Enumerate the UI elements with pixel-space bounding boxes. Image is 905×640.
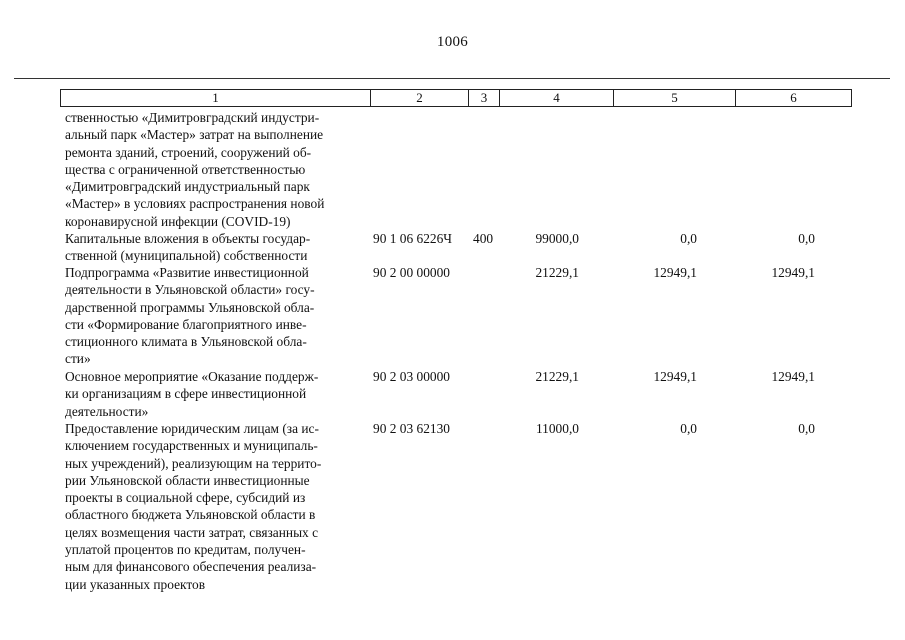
description-line: ключением государственных и муниципаль-: [65, 438, 318, 454]
amount-col-5: 0,0: [680, 231, 697, 246]
budget-code: 90 2 03 62130: [373, 421, 450, 436]
row-description: [65, 420, 365, 593]
description-line: деятельности»: [65, 403, 149, 419]
description-line: деятельности в Ульяновской области» госу-: [65, 282, 315, 298]
amount-col-4: 11000,0: [535, 421, 579, 436]
budget-code: 90 2 00 00000: [373, 265, 450, 280]
amount-col-6: 12949,1: [771, 369, 815, 384]
description-line: Основное мероприятие «Оказание поддерж-: [65, 369, 319, 384]
amount-col-6: 0,0: [798, 231, 815, 246]
description-line: «Мастер» в условиях распространения новой: [65, 196, 325, 212]
header-col-5: 5: [613, 90, 735, 106]
description-line: сти»: [65, 351, 91, 367]
header-col-2: 2: [370, 90, 468, 106]
description-line: щества с ограниченной ответственностью: [65, 161, 306, 177]
row-description: [65, 109, 365, 230]
amount-col-5: 12949,1: [653, 265, 697, 280]
header-col-4: 4: [499, 90, 613, 106]
description-line: Капитальные вложения в объекты государ-: [65, 231, 311, 246]
description-line: «Димитровградский индустриальный парк: [65, 179, 310, 195]
budget-code: 90 2 03 00000: [373, 369, 450, 384]
row-description: [65, 230, 365, 265]
header-col-6: 6: [735, 90, 851, 106]
description-line: ственной (муниципальной) собственности: [65, 248, 308, 264]
amount-col-4: 99000,0: [535, 231, 579, 246]
description-line: ки организациям в сфере инвестиционной: [65, 386, 307, 402]
amount-col-6: 0,0: [798, 421, 815, 436]
description-line: Подпрограмма «Развитие инвестиционной: [65, 265, 309, 280]
description-line: рии Ульяновской области инвестиционные: [65, 472, 310, 488]
description-line: коронавирусной инфекции (COVID-19): [65, 213, 291, 229]
page-number: 1006: [436, 34, 469, 50]
header-col-3: 3: [468, 90, 499, 106]
description-line: ции указанных проектов: [65, 576, 206, 592]
description-line: ных учреждений), реализующим на террито-: [65, 455, 322, 471]
description-line: Предоставление юридическим лицам (за ис-: [65, 421, 319, 436]
header-rule: [14, 78, 890, 79]
amount-col-5: 12949,1: [653, 369, 697, 384]
description-line: сти «Формирование благоприятного инве-: [65, 316, 307, 332]
table-header: [60, 89, 852, 107]
description-line: ным для финансового обеспечения реализа-: [65, 559, 317, 575]
description-line: уплатой процентов по кредитам, получен-: [65, 542, 306, 558]
description-line: ремонта зданий, строений, сооружений об-: [65, 144, 312, 160]
description-line: областного бюджета Ульяновской области в: [65, 507, 316, 523]
row-description: [65, 368, 365, 420]
budget-code: 90 1 06 6226Ч: [373, 231, 453, 246]
description-line: альный парк «Мастер» затрат на выполнение: [65, 127, 324, 143]
amount-col-5: 0,0: [680, 421, 697, 436]
header-col-1: 1: [212, 90, 219, 105]
description-line: стиционного климата в Ульяновской обла-: [65, 334, 307, 350]
amount-col-6: 12949,1: [771, 265, 815, 280]
amount-col-4: 21229,1: [535, 265, 579, 280]
description-line: проекты в социальной сфере, субсидий из: [65, 490, 306, 506]
amount-col-4: 21229,1: [535, 369, 579, 384]
expense-type: 400: [473, 231, 494, 246]
description-line: дарственной программы Ульяновской обла-: [65, 299, 315, 315]
description-line: ственностью «Димитровградский индустри-: [65, 110, 320, 125]
description-line: целях возмещения части затрат, связанных с: [65, 524, 319, 540]
row-description: [65, 264, 365, 368]
